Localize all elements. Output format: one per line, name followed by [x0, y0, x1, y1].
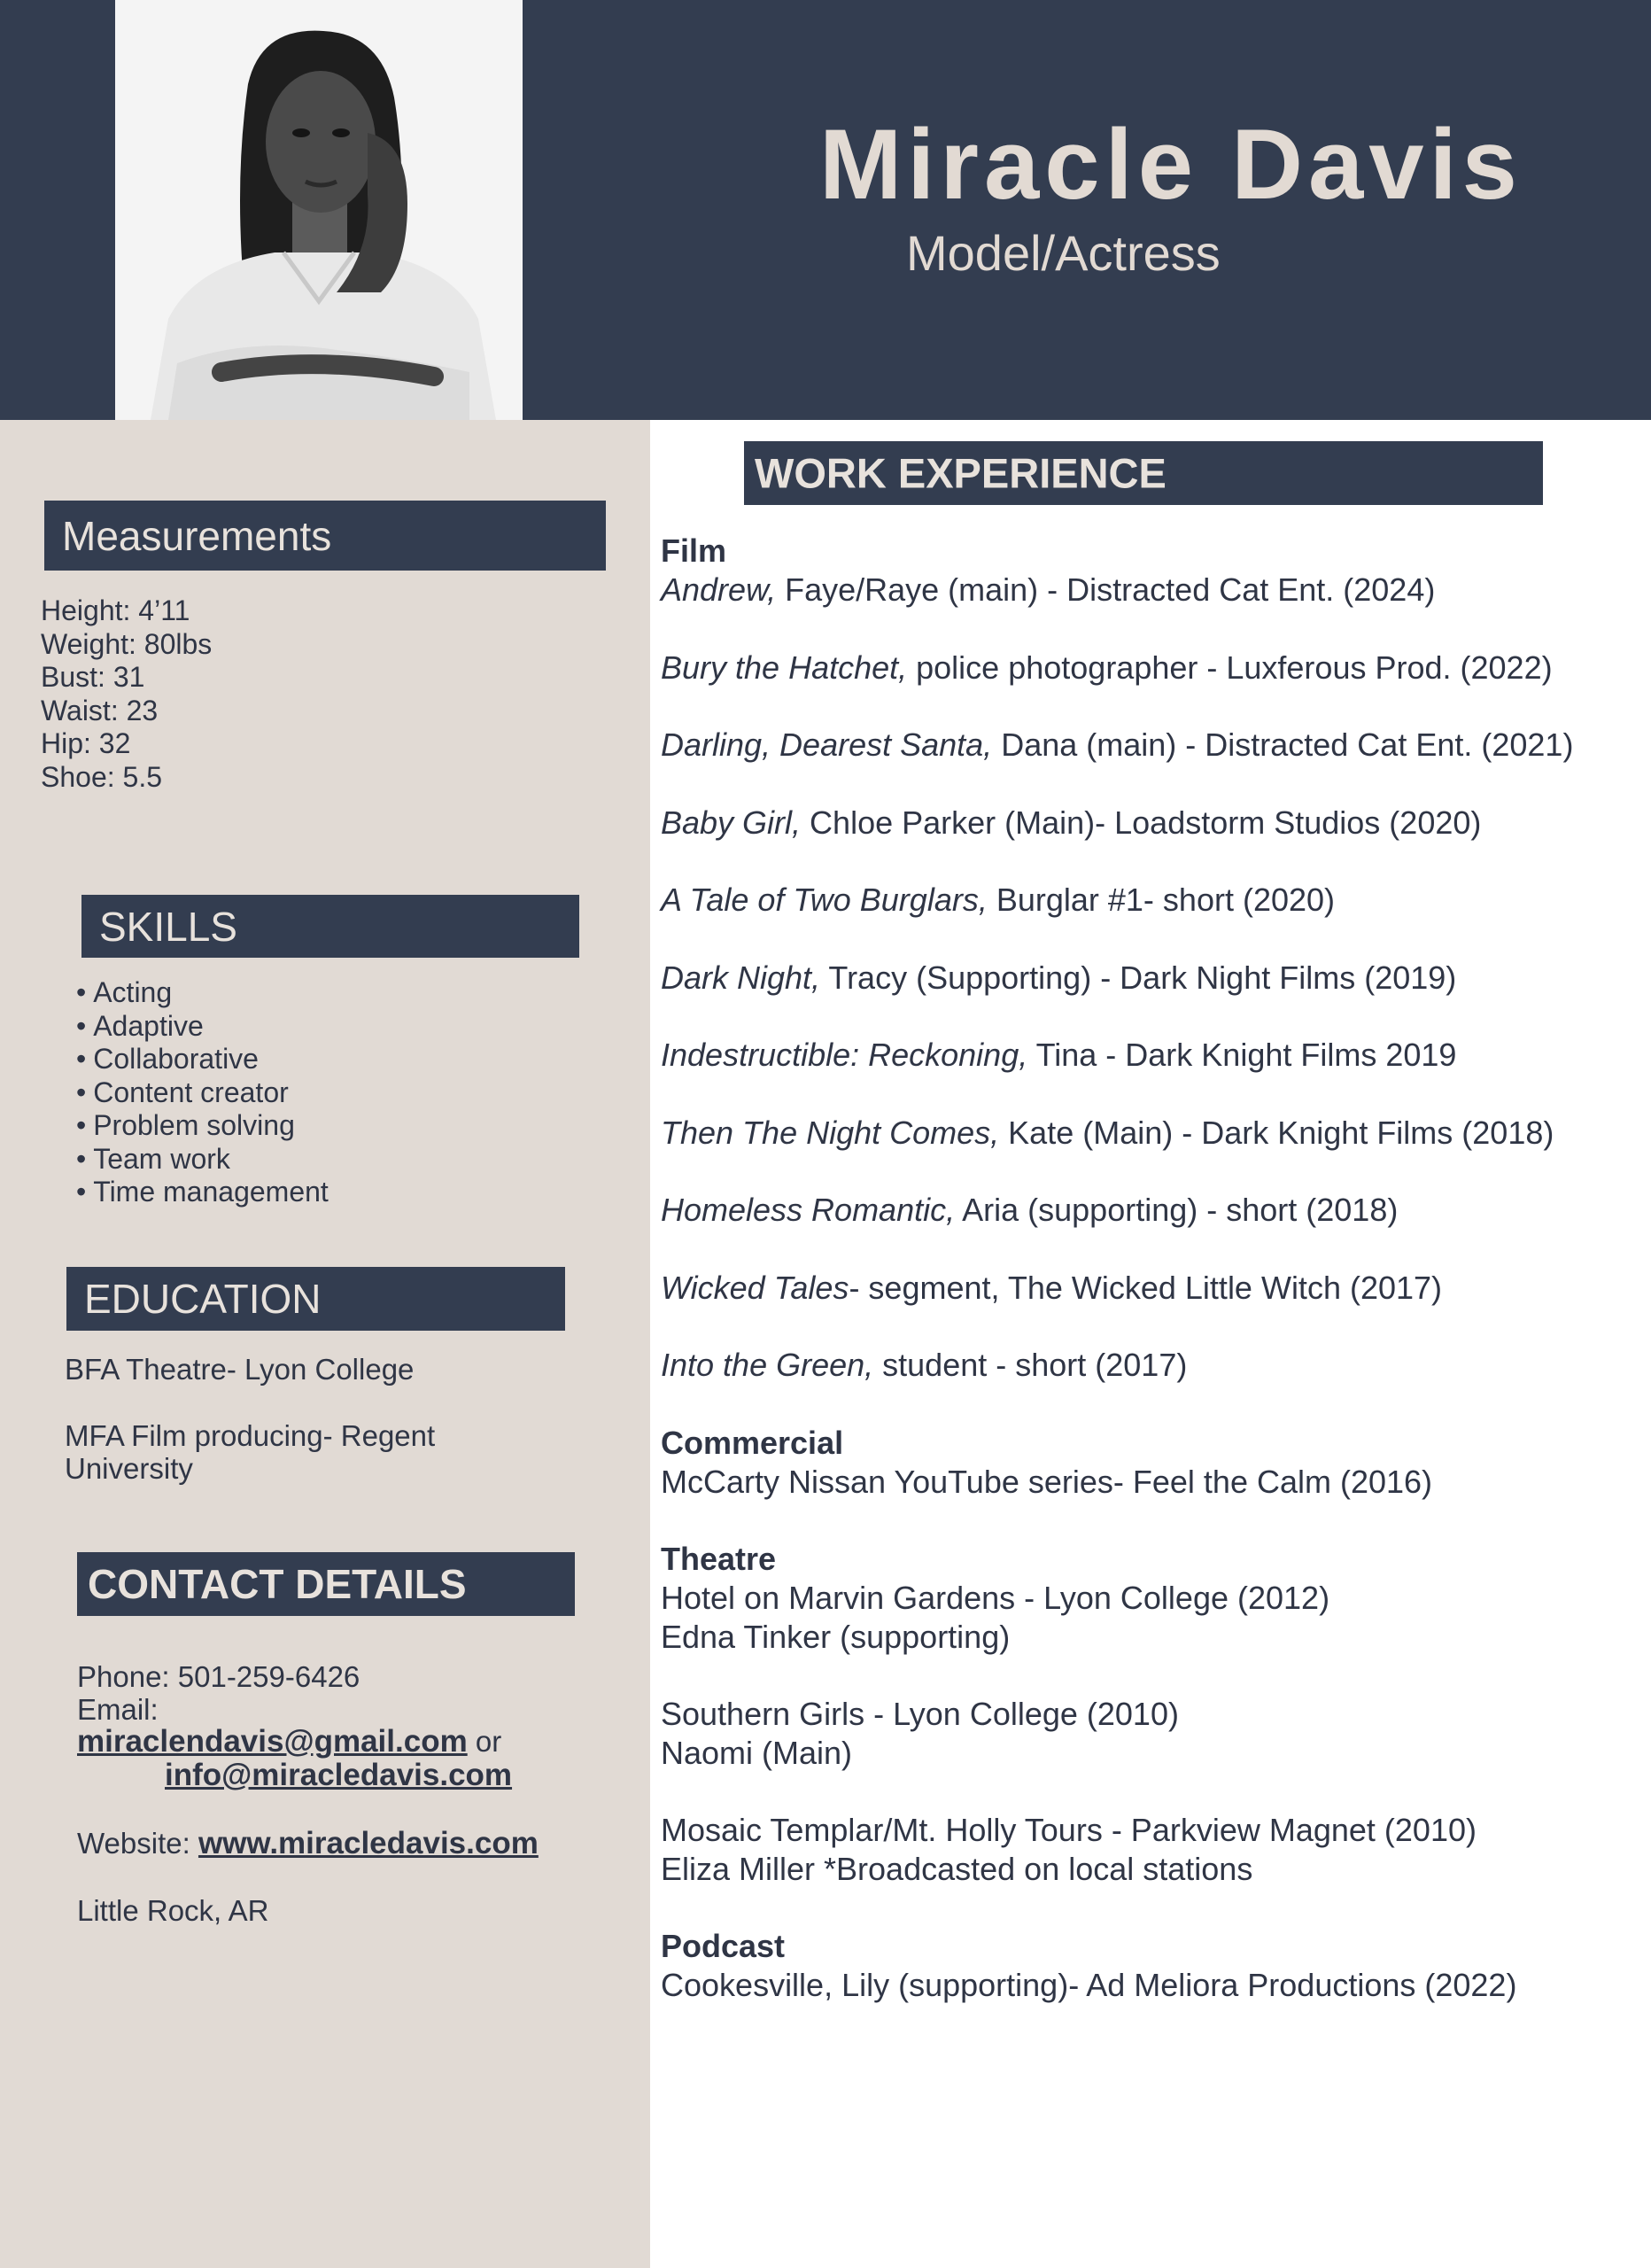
podcast-section	[661, 1927, 1644, 2005]
skills-heading-label: SKILLS	[99, 903, 237, 950]
theatre-section	[661, 1540, 1644, 1889]
theatre-production: Southern Girls - Lyon College (2010)	[661, 1695, 1179, 1732]
film-detail: Chloe Parker (Main)- Loadstorm Studios (2020)	[801, 804, 1482, 841]
skill-item: • Acting	[76, 976, 329, 1010]
film-entry	[661, 1114, 1644, 1153]
film-detail: Aria (supporting) - short (2018)	[955, 1192, 1399, 1228]
contact-heading	[77, 1552, 575, 1616]
film-entry	[661, 649, 1644, 687]
film-title: Into the Green,	[661, 1347, 874, 1383]
theatre-entry	[661, 1811, 1644, 1889]
email-row-1	[77, 1725, 501, 1758]
portrait-photo-icon	[115, 0, 523, 420]
skill-item: • Adaptive	[76, 1010, 329, 1044]
measurement-item: Shoe: 5.5	[41, 760, 162, 793]
film-title: Baby Girl,	[661, 804, 802, 841]
location-text: Little Rock, AR	[77, 1894, 269, 1927]
measurements-heading	[44, 501, 606, 571]
education-item: MFA Film producing- Regent University	[65, 1419, 436, 1485]
film-title: Darling, Dearest Santa,	[661, 726, 993, 763]
skill-item: • Collaborative	[76, 1043, 329, 1076]
commercial-section	[661, 1424, 1644, 1502]
work-experience-heading-label: WORK EXPERIENCE	[755, 449, 1167, 497]
film-detail: Faye/Raye (main) - Distracted Cat Ent. (2024)	[776, 571, 1436, 608]
phone-text: Phone: 501-259-6426	[77, 1660, 360, 1693]
film-detail: Burglar #1- short (2020)	[987, 882, 1336, 918]
film-entry	[661, 1346, 1644, 1385]
film-entry	[661, 571, 1644, 610]
skill-item: • Problem solving	[76, 1109, 329, 1143]
film-detail: Dana (main) - Distracted Cat Ent. (2021)	[992, 726, 1574, 763]
education-heading-label: EDUCATION	[84, 1276, 322, 1322]
film-title: Homeless Romantic,	[661, 1192, 956, 1228]
theatre-entry	[661, 1695, 1644, 1773]
contact-heading-label: CONTACT DETAILS	[88, 1561, 467, 1607]
theatre-role: Naomi (Main)	[661, 1734, 853, 1771]
podcast-category-label: Podcast	[661, 1927, 786, 1964]
film-title: Wicked Tales	[661, 1269, 849, 1306]
measurements-heading-label: Measurements	[62, 512, 332, 559]
film-detail: Kate (Main) - Dark Knight Films (2018)	[999, 1114, 1554, 1151]
website-label: Website:	[77, 1827, 190, 1860]
person-name: Miracle Davis	[819, 109, 1523, 220]
film-detail: student - short (2017)	[873, 1347, 1188, 1383]
website-link[interactable]: www.miracledavis.com	[198, 1826, 539, 1860]
film-title: Dark Night,	[661, 959, 821, 996]
profile-photo	[115, 0, 523, 420]
film-title: A Tale of Two Burglars,	[661, 882, 988, 918]
film-entry	[661, 1036, 1644, 1075]
film-title: Indestructible: Reckoning,	[661, 1037, 1028, 1073]
measurement-item: Hip: 32	[41, 727, 131, 759]
measurement-item: Bust: 31	[41, 661, 145, 693]
film-entry	[661, 881, 1644, 920]
film-entry	[661, 959, 1644, 998]
email-label: Email:	[77, 1693, 159, 1726]
education-item: BFA Theatre- Lyon College	[65, 1353, 415, 1386]
film-detail: police photographer - Luxferous Prod. (2022)	[907, 649, 1553, 686]
website-row	[77, 1827, 539, 1860]
skills-heading	[81, 895, 579, 958]
work-experience-heading	[744, 441, 1543, 505]
theatre-production: Mosaic Templar/Mt. Holly Tours - Parkview Magnet (2010)	[661, 1811, 1477, 1848]
email-link-primary[interactable]: miraclendavis@gmail.com	[77, 1724, 468, 1759]
film-title: Then The Night Comes,	[661, 1114, 1000, 1151]
film-title: Bury the Hatchet,	[661, 649, 908, 686]
film-entry	[661, 1269, 1644, 1308]
email-or-text: or	[475, 1725, 502, 1758]
email-link-secondary[interactable]: info@miracledavis.com	[165, 1758, 513, 1792]
film-category-label: Film	[661, 532, 727, 569]
theatre-entry	[661, 1579, 1644, 1657]
measurement-item: Height: 4’11	[41, 594, 190, 626]
skills-list	[76, 976, 329, 1209]
theatre-production: Hotel on Marvin Gardens - Lyon College (2012)	[661, 1579, 1330, 1616]
work-experience-list	[661, 532, 1644, 2043]
film-detail: Tracy (Supporting) - Dark Night Films (2019)	[820, 959, 1457, 996]
commercial-entry: McCarty Nissan YouTube series- Feel the Calm (2016)	[661, 1463, 1433, 1500]
skill-item: • Time management	[76, 1176, 329, 1209]
film-title: Andrew,	[661, 571, 777, 608]
email-row-2	[165, 1759, 512, 1791]
commercial-category-label: Commercial	[661, 1424, 844, 1461]
person-title: Model/Actress	[906, 225, 1221, 281]
skill-item: • Content creator	[76, 1076, 329, 1110]
film-entry	[661, 726, 1644, 765]
measurement-item: Weight: 80lbs	[41, 627, 213, 660]
film-detail: - segment, The Wicked Little Witch (2017)	[849, 1269, 1443, 1306]
skill-item: • Team work	[76, 1143, 329, 1177]
theatre-role: Edna Tinker (supporting)	[661, 1618, 1011, 1655]
theatre-role: Eliza Miller *Broadcasted on local stations	[661, 1850, 1253, 1887]
film-entry	[661, 1191, 1644, 1230]
measurements-list	[41, 594, 212, 794]
education-heading	[66, 1267, 565, 1331]
film-entry	[661, 804, 1644, 843]
film-detail: Tina - Dark Knight Films 2019	[1027, 1037, 1457, 1073]
theatre-category-label: Theatre	[661, 1540, 777, 1577]
measurement-item: Waist: 23	[41, 694, 159, 726]
podcast-entry: Cookesville, Lily (supporting)- Ad Meliora Productions (2022)	[661, 1966, 1517, 2003]
